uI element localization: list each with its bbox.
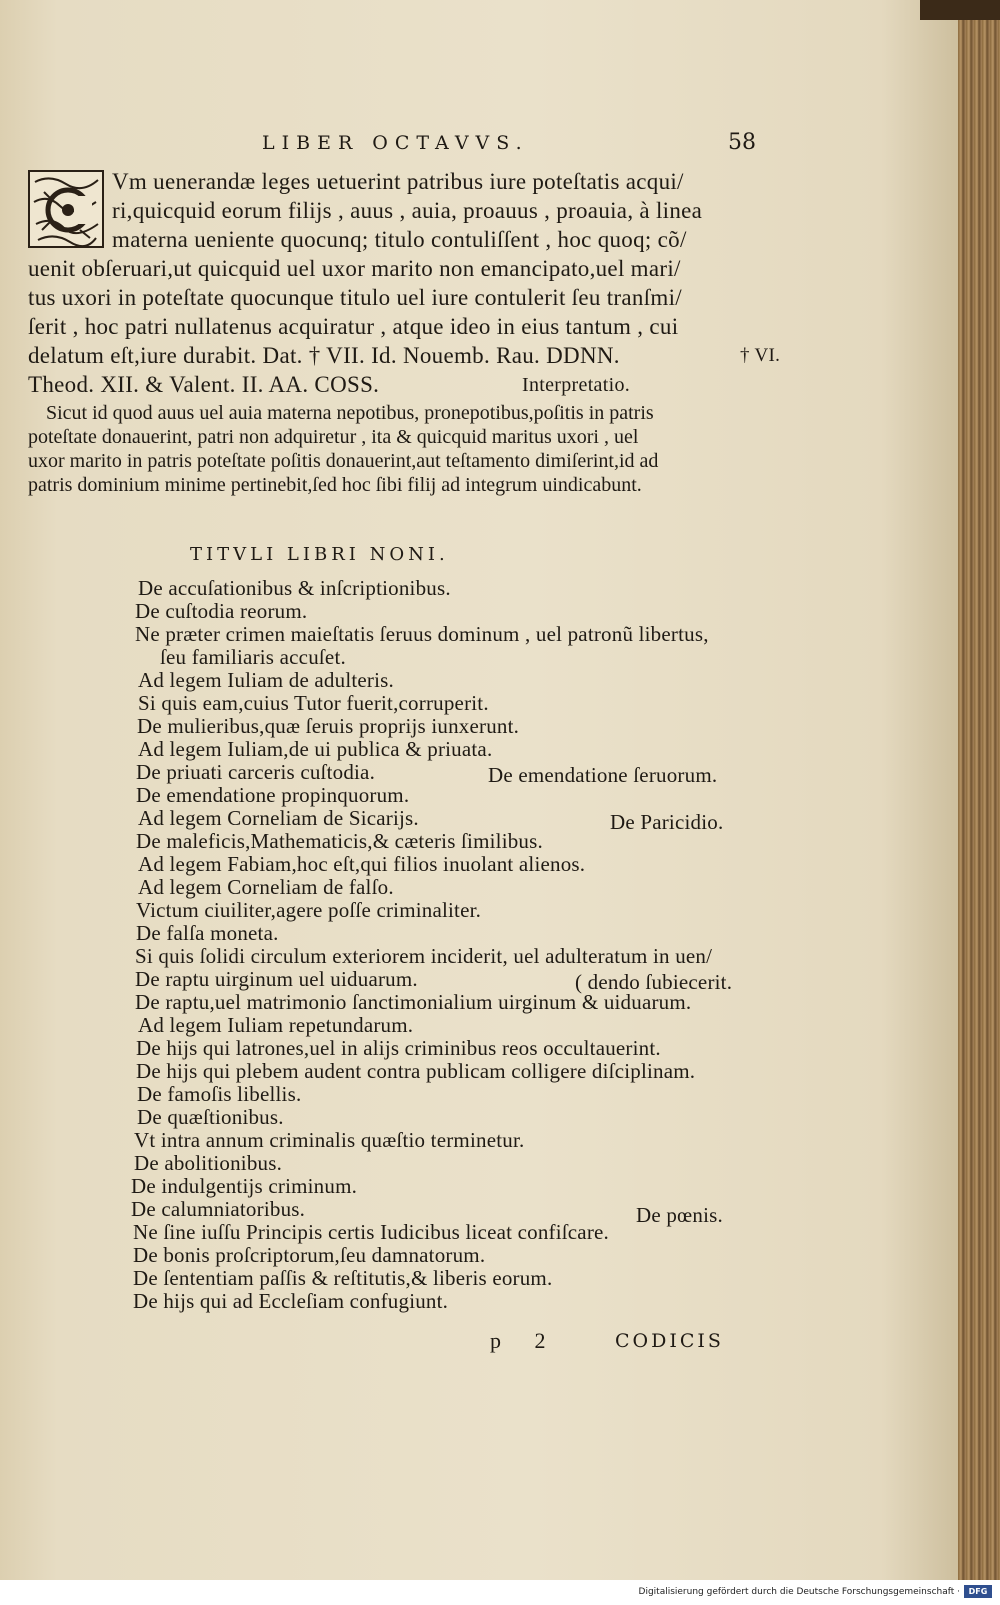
toc-item: Ne præter crimen maieſtatis ſeruus dominum , uel patronũ libertus, — [135, 622, 709, 646]
running-title: LIBER OCTAVVS. — [262, 132, 529, 154]
toc-item: De ſententiam paſſis & reſtitutis,& liberis eorum. — [133, 1266, 553, 1290]
body-line-2: ri,quicquid eorum filijs , auus , auia, proauus , proauia, à linea — [112, 198, 703, 223]
body-line-1: Vm uenerandæ leges uetuerint patribus iure poteſtatis acqui/ — [112, 169, 684, 194]
toc-item: De emendatione propinquorum. — [136, 783, 410, 807]
folio-number: 58 — [728, 130, 756, 155]
toc-item: Ne ſine iuſſu Principis certis Iudicibus liceat confiſcare. — [133, 1220, 609, 1244]
toc-item: Ad legem Corneliam de Sicarijs. — [138, 806, 419, 830]
toc-item: De mulieribus,quæ ſeruis proprijs iunxerunt. — [137, 714, 520, 738]
toc-right-entry: De pœnis. — [636, 1203, 723, 1227]
section-title: TITVLI LIBRI NONI. — [190, 544, 449, 565]
toc-item: De famoſis libellis. — [137, 1082, 302, 1106]
toc-item: Ad legem Corneliam de falſo. — [138, 875, 394, 899]
toc-item: De maleficis,Mathematicis,& cæteris ſimilibus. — [136, 829, 543, 853]
toc-item: ſeu familiaris accuſet. — [160, 645, 346, 669]
toc-item: Si quis ſolidi circulum exteriorem inciderit, uel adulteratum in uen/ — [135, 944, 713, 968]
toc-item: Ad legem Iuliam,de ui publica & priuata. — [138, 737, 493, 761]
toc-item: Ad legem Iuliam de adulteris. — [138, 668, 394, 692]
toc-item: De quæſtionibus. — [137, 1105, 284, 1129]
toc-item: De indulgentijs criminum. — [131, 1174, 358, 1198]
toc-item: De falſa moneta. — [136, 921, 279, 945]
body-line-7: delatum eſt,iure durabit. Dat. † VII. Id. Nouemb. Rau. DDNN. — [28, 343, 620, 368]
catchword: CODICIS — [615, 1330, 724, 1352]
toc-item: De raptu uirginum uel uiduarum. — [135, 967, 418, 991]
signature-mark: p 2 — [490, 1328, 560, 1353]
credit-text: Digitalisierung gefördert durch die Deutsche Forschungsgemeinschaft · — [638, 1587, 960, 1597]
body-line-5: tus uxori in poteſtate quocunque titulo uel iure contulerit ſeu tranſmi/ — [28, 285, 682, 310]
toc-item: De hijs qui latrones,uel in alijs criminibus reos occultauerint. — [136, 1036, 661, 1060]
toc-item: De priuati carceris cuſtodia. — [136, 760, 376, 784]
toc-item: De abolitionibus. — [134, 1151, 283, 1175]
toc-right-entry: De emendatione ſeruorum. — [488, 763, 718, 787]
body-line-6: ſerit , hoc patri nullatenus acquiratur , atque ideo in eius tantum , cui — [28, 314, 679, 339]
toc-item: De hijs qui ad Eccleſiam confugiunt. — [133, 1289, 449, 1313]
toc-item: De bonis proſcriptorum,ſeu damnatorum. — [133, 1243, 486, 1267]
toc-right-entry: ( dendo ſubiecerit. — [575, 970, 733, 994]
binding-shadow — [920, 0, 1000, 20]
interpretatio-line-4: patris dominium minime pertinebit,ſed hoc ſibi filij ad integrum uindicabunt. — [28, 474, 642, 496]
interpretatio-line-2: poteſtate donauerint, patri non adquiretur , ita & quicquid maritus uxori , uel — [28, 426, 639, 448]
body-line-3: materna ueniente quocunq; titulo contuliſſent , hoc quoq; cõ/ — [112, 227, 687, 252]
toc-item: De raptu,uel matrimonio ſanctimonialium uirginum & uiduarum. — [135, 990, 692, 1014]
toc-item: Ad legem Fabiam,hoc eſt,qui filios inuolant alienos. — [138, 852, 586, 876]
toc-right-entry: De Paricidio. — [610, 810, 724, 834]
toc-item: De cuſtodia reorum. — [135, 599, 308, 623]
decorated-initial — [28, 170, 104, 248]
toc-item: De accuſationibus & inſcriptionibus. — [138, 576, 451, 600]
interpretatio-label: Interpretatio. — [522, 374, 631, 396]
toc-item: De calumniatoribus. — [131, 1197, 306, 1221]
body-line-4: uenit obſeruari,ut quicquid uel uxor marito non emancipato,uel mari/ — [28, 256, 681, 281]
interpretatio-line-3: uxor marito in patris poteſtate poſitis donauerint,aut teſtamento dimiſerint,id ad — [28, 450, 659, 472]
toc-item: De hijs qui plebem audent contra publicam colligere diſciplinam. — [136, 1059, 696, 1083]
toc-item: Vt intra annum criminalis quæſtio terminetur. — [134, 1128, 525, 1152]
margin-note: † VI. — [740, 345, 781, 366]
toc-item: Victum ciuiliter,agere poſſe criminaliter. — [136, 898, 482, 922]
body-line-8: Theod. XII. & Valent. II. AA. COSS. — [28, 372, 380, 397]
dfg-logo: DFG — [964, 1585, 992, 1598]
page-edges — [958, 0, 1000, 1580]
interpretatio-line-1: Sicut id quod auus uel auia materna nepotibus, pronepotibus,poſitis in patris — [46, 402, 654, 424]
toc-item: Ad legem Iuliam repetundarum. — [138, 1013, 414, 1037]
toc-item: Si quis eam,cuius Tutor fuerit,corruperit. — [138, 691, 489, 715]
